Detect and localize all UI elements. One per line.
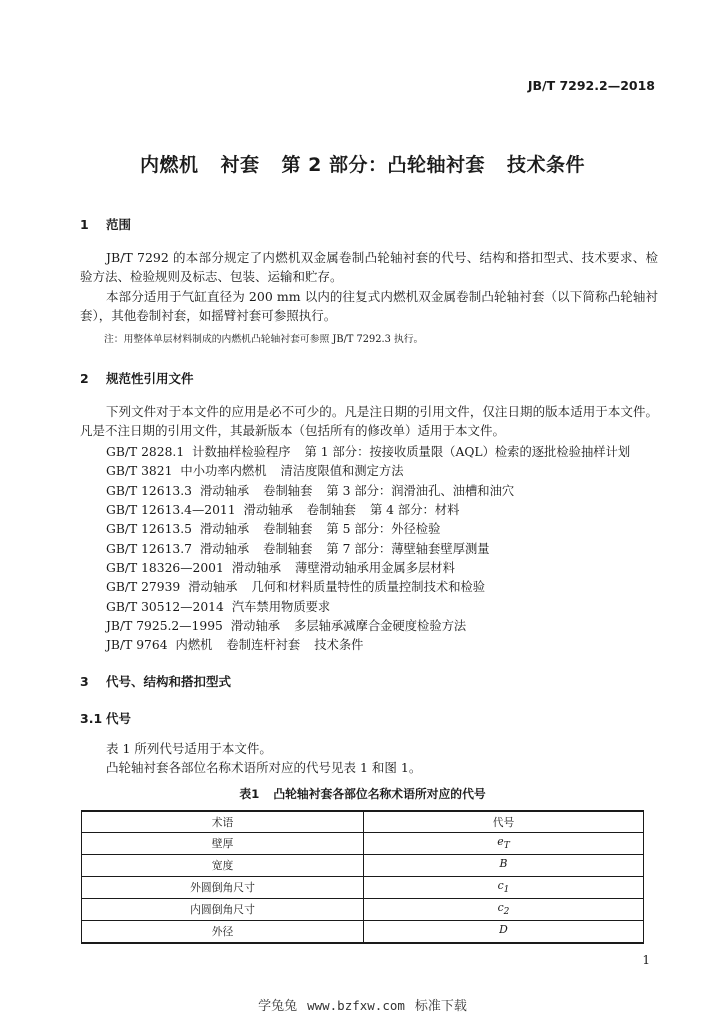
- reference-title: 技术条件: [314, 638, 364, 652]
- reference-title: 第 1 部分：按接收质量限（AQL）检索的逐批检验抽样计划: [304, 445, 631, 459]
- section-heading-scope: [80, 215, 131, 233]
- reference-title: 薄壁滑动轴承用金属多层材料: [295, 561, 455, 575]
- footer-watermark: [0, 995, 725, 1014]
- symbol-subscript: 1: [503, 885, 510, 896]
- symbol: B: [499, 857, 508, 871]
- reference-title: 卷制轴套: [306, 503, 356, 517]
- table-row: [82, 899, 644, 921]
- symbol-subscript: 2: [503, 907, 510, 918]
- symbol: c: [497, 901, 504, 915]
- reference-item: [106, 461, 418, 479]
- subsection-heading-text: 代号: [106, 711, 132, 726]
- section-heading-symbols: [80, 672, 231, 690]
- symbols-line-2: 凸轮轴衬套各部位名称术语所对应的代号见表 1 和图 1。: [106, 760, 422, 775]
- reference-code: GB/T 12613.4—2011: [106, 503, 236, 517]
- reference-code: GB/T 30512—2014: [106, 600, 224, 614]
- reference-title: 滑动轴承: [188, 580, 238, 594]
- section-heading-normative-references: [80, 369, 194, 387]
- reference-item: [106, 500, 473, 518]
- reference-item: [106, 635, 377, 653]
- reference-title: 第 5 部分：外径检验: [326, 522, 441, 536]
- section-number: 1: [80, 217, 89, 232]
- reference-title: 滑动轴承: [199, 542, 250, 556]
- reference-title: 卷制轴套: [263, 542, 313, 556]
- reference-title: 计数抽样检验程序: [192, 445, 291, 459]
- symbol: c: [497, 879, 504, 893]
- term-cell: 内圆倒角尺寸: [82, 899, 364, 921]
- section-heading-text: 代号、结构和搭扣型式: [106, 674, 232, 689]
- reference-item: [106, 558, 469, 576]
- scope-paragraph-2: 本部分适用于气缸直径为 200 mm 以内的往复式内燃机双金属卷制凸轮轴衬套（以下简称凸轮轴衬套），其他卷制衬套，如摇臂衬套可参照执行。: [80, 289, 658, 323]
- references-intro-paragraph: 下列文件对于本文件的应用是必不可少的。凡是注日期的引用文件，仅注日期的版本适用于本文件。凡是不注日期的引用文件，其最新版本（包括所有的修改单）适用于本文件。: [80, 404, 658, 438]
- symbol-cell: [364, 921, 644, 944]
- table-row: [82, 921, 644, 944]
- reference-item: [106, 597, 344, 615]
- symbol: D: [499, 923, 508, 937]
- symbol: e: [497, 835, 504, 849]
- symbol-cell: [364, 899, 644, 921]
- reference-title: 内燃机: [175, 638, 213, 652]
- section-heading-text: 范围: [106, 217, 132, 232]
- scope-note: 注：用整体单层材料制成的内燃机凸轮轴衬套可参照 JB/T 7292.3 执行。: [104, 334, 424, 345]
- reference-title: 卷制轴套: [263, 522, 313, 536]
- symbol-cell: [364, 855, 644, 877]
- reference-title: 滑动轴承: [243, 503, 293, 517]
- table-header-row: [82, 811, 644, 833]
- symbol-subscript: T: [503, 841, 510, 852]
- reference-code: GB/T 12613.5: [106, 522, 192, 536]
- reference-title: 滑动轴承: [199, 484, 250, 498]
- section-heading-text: 规范性引用文件: [106, 371, 194, 386]
- symbol-cell: [364, 877, 644, 899]
- table-row: [82, 855, 644, 877]
- reference-title: 清洁度限值和测定方法: [280, 464, 404, 478]
- reference-code: JB/T 7925.2—1995: [106, 619, 223, 633]
- reference-code: JB/T 9764: [106, 638, 168, 652]
- footer-site-name: 学兔兔: [258, 999, 298, 1014]
- table-number: 表1: [239, 787, 260, 801]
- reference-title: 滑动轴承: [231, 561, 282, 575]
- reference-code: GB/T 12613.3: [106, 484, 192, 498]
- reference-code: GB/T 12613.7: [106, 542, 192, 556]
- subsection-number: 3.1: [80, 711, 103, 726]
- column-header-term: 术语: [82, 811, 364, 833]
- reference-title: 汽车禁用物质要求: [231, 600, 331, 614]
- symbol-cell: [364, 833, 644, 855]
- reference-title: 第 4 部分：材料: [369, 503, 460, 517]
- reference-code: GB/T 18326—2001: [106, 561, 224, 575]
- reference-title: 第 7 部分：薄壁轴套壁厚测量: [326, 542, 490, 556]
- table-caption: [0, 785, 725, 802]
- term-cell: 外圆倒角尺寸: [82, 877, 364, 899]
- reference-title: 滑动轴承: [199, 522, 250, 536]
- document-title: [0, 150, 725, 177]
- page-number: 1: [642, 953, 650, 967]
- symbols-table: [81, 810, 644, 944]
- reference-code: GB/T 3821: [106, 464, 173, 478]
- reference-code: GB/T 27939: [106, 580, 181, 594]
- section-number: 3: [80, 674, 89, 689]
- reference-title: 几何和材料质量特性的质量控制技术和检验: [251, 580, 486, 594]
- reference-title: 第 3 部分：润滑油孔、油槽和油穴: [326, 484, 515, 498]
- reference-item: [106, 442, 644, 460]
- reference-item: [106, 577, 499, 595]
- term-cell: 壁厚: [82, 833, 364, 855]
- title-part: 第 2 部分：凸轮轴衬套: [281, 154, 485, 176]
- table-caption-text: 凸轮轴衬套各部位名称术语所对应的代号: [273, 787, 486, 801]
- reference-code: GB/T 2828.1: [106, 445, 185, 459]
- table-row: [82, 833, 644, 855]
- standard-code: JB/T 7292.2—2018: [527, 78, 655, 93]
- title-part: 内燃机: [140, 154, 199, 176]
- footer-tagline: 标准下载: [414, 999, 467, 1014]
- scope-paragraph-1: JB/T 7292 的本部分规定了内燃机双金属卷制凸轮轴衬套的代号、结构和搭扣型式、技术要求、检验方法、检验规则及标志、包装、运输和贮存。: [80, 250, 658, 284]
- symbols-line-1: 表 1 所列代号适用于本文件。: [106, 741, 272, 756]
- reference-title: 卷制连杆衬套: [226, 638, 301, 652]
- section-number: 2: [80, 371, 89, 386]
- title-part: 衬套: [220, 154, 260, 176]
- footer-url[interactable]: www.bzfxw.com: [307, 998, 405, 1013]
- column-header-symbol: 代号: [364, 811, 644, 833]
- reference-title: 滑动轴承: [230, 619, 281, 633]
- reference-item: [106, 519, 454, 537]
- table-row: [82, 877, 644, 899]
- reference-title: 卷制轴套: [263, 484, 313, 498]
- term-cell: 外径: [82, 921, 364, 944]
- term-cell: 宽度: [82, 855, 364, 877]
- reference-title: 多层轴承减摩合金硬度检验方法: [294, 619, 467, 633]
- reference-item: [106, 481, 528, 499]
- reference-item: [106, 616, 480, 634]
- subsection-heading-symbols: [80, 709, 131, 727]
- reference-title: 中小功率内燃机: [180, 464, 267, 478]
- reference-item: [106, 539, 504, 557]
- title-part: 技术条件: [506, 154, 585, 176]
